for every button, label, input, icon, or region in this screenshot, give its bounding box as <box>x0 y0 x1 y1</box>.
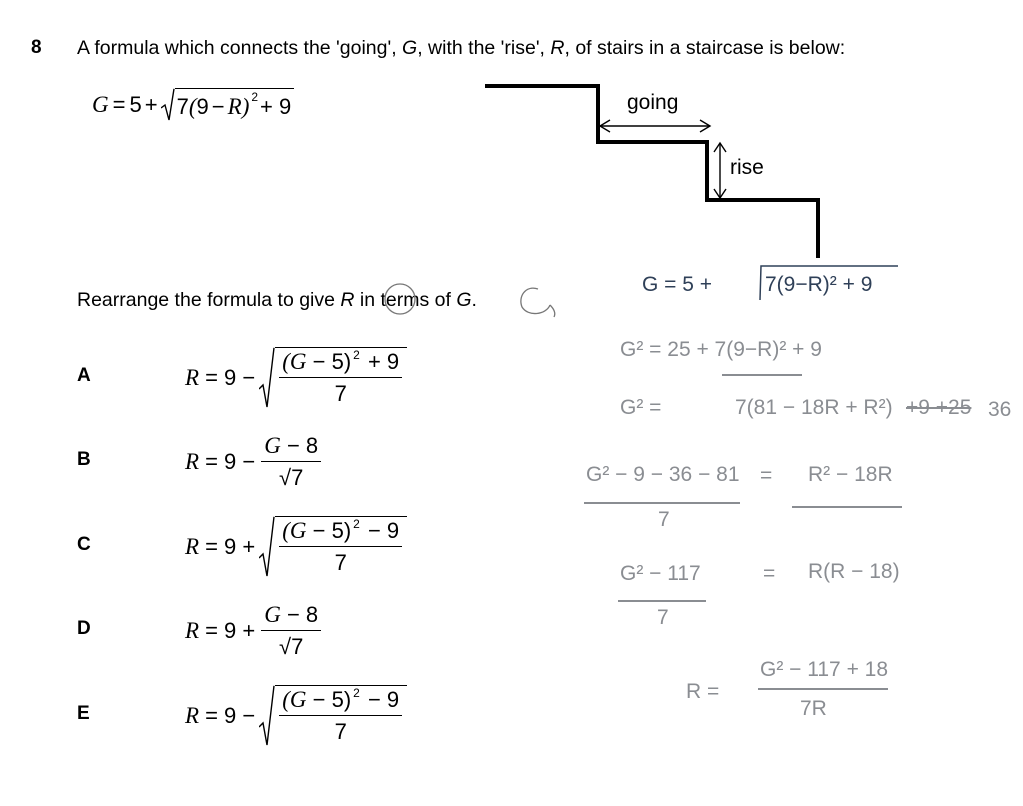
var: G <box>264 433 281 458</box>
hw-line-4-den: 7 <box>658 508 670 531</box>
text: in terms of <box>354 289 457 311</box>
text: − 5) <box>306 518 352 543</box>
numerator <box>279 349 402 378</box>
handdrawn-circles <box>370 275 570 325</box>
hw-line-6-num: G² − 117 + 18 <box>760 658 889 681</box>
fraction <box>279 518 402 576</box>
fraction <box>261 433 321 491</box>
var: G <box>289 349 307 374</box>
text: + 9 <box>361 349 400 374</box>
hw-line-2: G² = 25 + 7(9−R)² + 9 <box>620 338 822 361</box>
option-formula <box>185 348 407 408</box>
hw-line-3b: 7(81 − 18R + R²) <box>735 396 893 419</box>
option-formula <box>185 601 323 661</box>
var: R <box>185 534 200 559</box>
num: 5 <box>129 92 142 117</box>
hw-line-4-rhs: R² − 18R <box>808 463 893 486</box>
var-g: G <box>402 37 418 59</box>
option-letter: E <box>77 703 90 724</box>
rise-arrow-icon <box>714 143 726 198</box>
hw-line-3a: G² = <box>620 396 662 419</box>
paren: ) <box>241 94 250 119</box>
var-r: R <box>340 289 355 311</box>
numerator <box>261 433 321 462</box>
var: G <box>92 92 109 117</box>
text: − 5) <box>306 687 352 712</box>
hw-fraction-bar <box>758 688 888 690</box>
staircase-diagram <box>0 0 1023 300</box>
going-arrow-icon <box>600 120 710 132</box>
paren: ( <box>282 349 290 374</box>
text: − 8 <box>280 602 319 627</box>
var: R <box>185 618 200 643</box>
var-r: R <box>550 37 565 59</box>
option-letter: A <box>77 365 91 386</box>
numerator <box>279 687 402 716</box>
radical <box>259 347 407 409</box>
var: R <box>185 449 200 474</box>
hw-underline <box>722 374 802 376</box>
denominator: 7 <box>334 381 347 406</box>
var: R <box>185 703 200 728</box>
radical <box>259 685 407 747</box>
hw-line-1b: 7(9−R)² + 9 <box>765 273 873 296</box>
text: Rearrange the formula to give <box>77 289 341 311</box>
text: , with the 'rise', <box>417 37 551 59</box>
hw-line-6-lhs: R = <box>686 680 720 703</box>
paren: ( <box>282 518 290 543</box>
text: = 9 − <box>205 703 256 728</box>
exponent: 2 <box>251 90 259 104</box>
option-letter: B <box>77 449 91 470</box>
hw-line-4-eq: = <box>760 464 773 487</box>
text: − 9 <box>361 518 400 543</box>
var: G <box>264 602 281 627</box>
paren: ( <box>188 94 197 119</box>
op: + <box>144 92 158 117</box>
hw-line-1a: G = 5 + <box>642 273 713 296</box>
radical-sign-icon <box>259 516 275 578</box>
var: G <box>289 687 307 712</box>
denominator: √7 <box>279 634 304 659</box>
var: R <box>227 94 242 119</box>
hw-line-5-num: G² − 117 <box>620 562 701 585</box>
var: G <box>289 518 307 543</box>
going-label: going <box>627 91 679 114</box>
text: = 9 − <box>205 365 256 390</box>
fraction <box>279 349 402 407</box>
radical <box>259 516 407 578</box>
hw-fraction-bar <box>792 506 902 508</box>
hw-line-4-num: G² − 9 − 36 − 81 <box>586 463 740 486</box>
text: − 8 <box>280 433 319 458</box>
num: 9 <box>196 94 209 119</box>
question-number: 8 <box>31 37 42 58</box>
denominator: √7 <box>279 465 304 490</box>
paren: ( <box>282 687 290 712</box>
hw-line-6-den: 7R <box>800 697 827 720</box>
exponent: 2 <box>353 686 360 700</box>
denominator: 7 <box>334 550 347 575</box>
hw-line-5-rhs: R(R − 18) <box>808 560 900 583</box>
text: = 9 − <box>205 449 256 474</box>
option-letter: D <box>77 618 91 639</box>
text: − 9 <box>361 687 400 712</box>
eq: = <box>112 92 126 117</box>
var-g: G <box>456 289 472 311</box>
op: − <box>211 94 225 119</box>
hw-fraction-bar <box>584 502 740 504</box>
text: = 9 + <box>205 534 256 559</box>
hw-line-5-den: 7 <box>657 606 669 629</box>
option-formula <box>185 432 323 492</box>
tail: + 9 <box>260 94 292 119</box>
hw-line-3c: 36 <box>988 398 1012 421</box>
var: R <box>185 365 200 390</box>
text: A formula which connects the 'going', <box>77 37 403 59</box>
fraction <box>261 602 321 660</box>
option-formula <box>185 517 407 577</box>
option-formula <box>185 686 407 746</box>
fraction <box>279 687 402 745</box>
denominator: 7 <box>334 719 347 744</box>
exponent: 2 <box>353 348 360 362</box>
radical-sign-icon <box>259 347 275 409</box>
hw-fraction-bar <box>618 600 706 602</box>
text: = 9 + <box>205 618 256 643</box>
text: − 5) <box>306 349 352 374</box>
hw-line-5-eq: = <box>763 562 776 585</box>
exponent: 2 <box>353 517 360 531</box>
option-letter: C <box>77 534 91 555</box>
numerator <box>279 518 402 547</box>
hw-line-3-struck: +9 +25 <box>906 396 972 419</box>
radical-sign-icon <box>259 685 275 747</box>
text: , of stairs in a staircase is below: <box>564 37 846 59</box>
rise-label: rise <box>730 156 764 179</box>
numerator <box>261 602 321 631</box>
num: 7 <box>176 94 189 119</box>
text: . <box>471 289 477 311</box>
